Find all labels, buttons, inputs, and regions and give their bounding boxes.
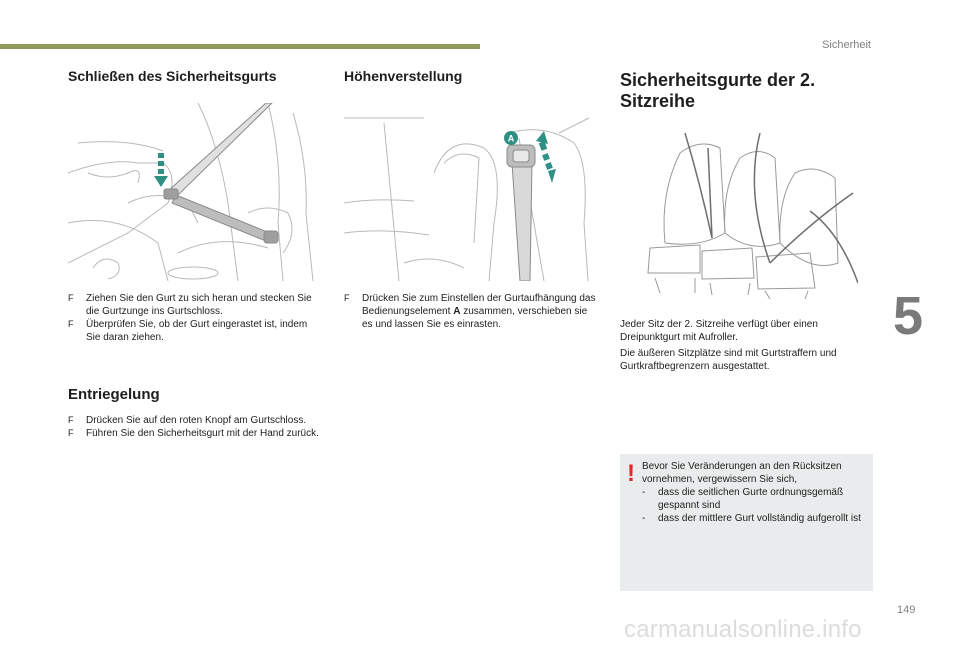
height-adjust-steps	[344, 292, 599, 331]
buckle-steps	[68, 292, 323, 344]
watermark: carmanualsonline.info	[624, 616, 862, 643]
illustration-buckle-seatbelt	[68, 103, 320, 281]
heading-second-row: Sicherheitsgurte der 2. Sitzreihe	[620, 70, 816, 111]
release-steps	[68, 414, 323, 440]
heading-buckle: Schließen des Sicherheitsgurts	[68, 68, 277, 84]
warning-icon: !	[627, 460, 635, 487]
list-item: F Überprüfen Sie, ob der Gurt eingerastet ist, indem Sie daran ziehen.	[68, 319, 308, 343]
page-number: 149	[897, 604, 916, 616]
heading-height-adjust: Höhenverstellung	[344, 68, 463, 84]
heading-release: Entriegelung	[68, 386, 160, 403]
paragraph-retractor: Jeder Sitz der 2. Sitzreihe verfügt über einen Dreipunktgurt mit Aufroller.	[620, 319, 818, 343]
list-item: F Drücken Sie zum Einstellen der Gurtaufhängung das Bedienungselement A zusammen, verschieben sie es und lassen Sie es einrasten.	[344, 293, 596, 330]
list-item: F Führen Sie den Sicherheitsgurt mit der Hand zurück.	[68, 428, 319, 439]
warning-item: - dass die seitlichen Gurte ordnungsgemäß gespannt sind	[642, 487, 844, 511]
callout-a-marker	[504, 131, 518, 145]
paragraph-pretensioners: Die äußeren Sitzplätze sind mit Gurtstraffern und Gurtkraftbegrenzern ausgestattet.	[620, 348, 837, 372]
warning-intro: Bevor Sie Veränderungen an den Rücksitzen vornehmen, vergewissern Sie sich,	[642, 461, 842, 485]
warning-box	[620, 454, 873, 591]
section-title: Sicherheit	[822, 39, 871, 51]
illustration-second-row-seats	[640, 133, 858, 299]
svg-text:A: A	[507, 133, 515, 144]
list-item: F Drücken Sie auf den roten Knopf am Gurtschloss.	[68, 415, 307, 426]
illustration-height-adjust	[344, 103, 598, 281]
header-accent-bar	[0, 44, 480, 49]
warning-item: - dass der mittlere Gurt vollständig aufgerollt ist	[642, 513, 861, 524]
chapter-number: 5	[893, 286, 924, 346]
list-item: F Ziehen Sie den Gurt zu sich heran und stecken Sie die Gurtzunge ins Gurtschloss.	[68, 293, 312, 317]
